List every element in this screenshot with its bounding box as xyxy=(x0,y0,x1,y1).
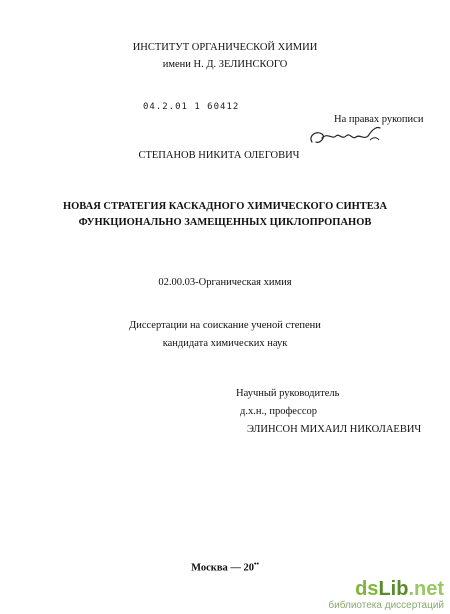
supervisor-label: Научный руководитель xyxy=(236,388,340,399)
supervisor-rank: д.х.н., профессор xyxy=(240,406,318,417)
author-name: СТЕПАНОВ НИКИТА ОЛЕГОВИЧ xyxy=(138,150,300,161)
degree-line-1: Диссертации на соискание ученой степени xyxy=(129,320,321,331)
institute-named-after: имени Н. Д. ЗЕЛИНСКОГО xyxy=(162,59,288,70)
city-year-text: Москва — 20 xyxy=(191,562,254,574)
library-stamp-code: 04.2.01 1 60412 xyxy=(143,102,240,112)
watermark-logo: dsLib.net xyxy=(355,578,444,600)
dissertation-title-line-2: ФУНКЦИОНАЛЬНО ЗАМЕЩЕННЫХ ЦИКЛОПРОПАНОВ xyxy=(78,217,372,228)
city-year: Москва — 20•• xyxy=(191,560,259,574)
specialty-code: 02.00.03-Органическая химия xyxy=(158,277,292,288)
supervisor-name: ЭЛИНСОН МИХАИЛ НИКОЛАЕВИЧ xyxy=(247,424,422,435)
manuscript-note: На правах рукописи xyxy=(334,114,424,125)
watermark-subtitle: библиотека диссертаций xyxy=(328,600,444,611)
institute-name: ИНСТИТУТ ОРГАНИЧЕСКОЙ ХИМИИ xyxy=(132,42,318,53)
dslib-watermark xyxy=(328,578,444,612)
degree-line-2: кандидата химических наук xyxy=(162,338,288,349)
dissertation-title-line-1: НОВАЯ СТРАТЕГИЯ КАСКАДНОГО ХИМИЧЕСКОГО СИНТЕЗА xyxy=(62,201,388,212)
handwritten-signature-icon xyxy=(306,122,386,150)
